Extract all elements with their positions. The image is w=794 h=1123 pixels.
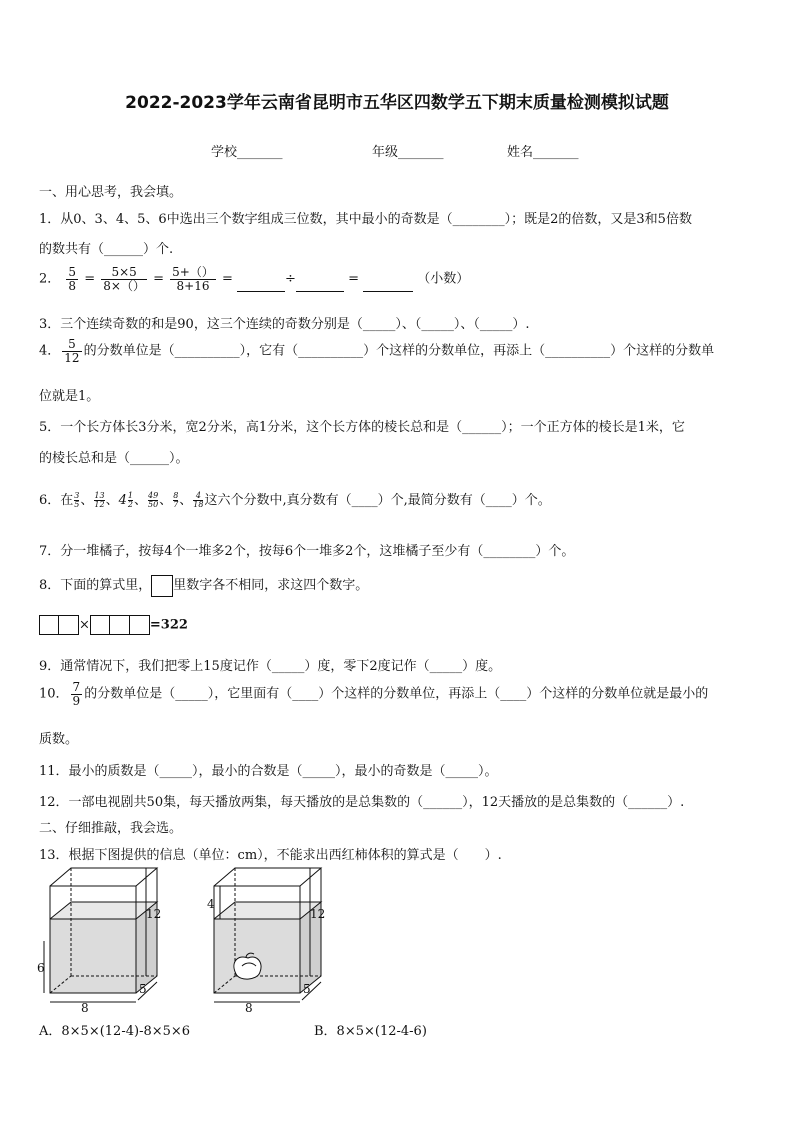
container-figure-2	[200, 862, 340, 1014]
fraction-7-9: $\frac{7}{9}$	[72, 680, 81, 708]
container-figure-1	[36, 862, 176, 1014]
fig2-height-label: 12	[310, 907, 326, 921]
digit-box-legend	[151, 575, 173, 597]
fig1-water-height-label: 6	[37, 961, 45, 975]
question-6: 6．在 $\frac{3}{5}$ 、 $\frac{13}{12}$ 、4 $\frac{1}{2}$ 、 $\frac{49}{50}$ 、 $\frac{8}{7}$ 、 $\frac{4}{18}$ 这六个分数中,真分数有（____）个,最简分数有（____）个。	[39, 490, 551, 509]
question-13: 13．根据下图提供的信息（单位：cm），不能求出西红柿体积的算式是（ ）.	[39, 848, 502, 863]
fig1-length-label: 8	[81, 1001, 89, 1014]
school-field: 学校_______	[211, 145, 283, 160]
question-4-line-2: 位就是1。	[39, 389, 100, 404]
answer-blank	[237, 279, 285, 292]
question-11: 11．最小的质数是（_____），最小的合数是（_____），最小的奇数是（_____）。	[39, 764, 498, 779]
question-7: 7．分一堆橘子，按每4个一堆多2个，按每6个一堆多2个，这堆橘子至少有（________）个。	[39, 544, 575, 559]
digit-box	[110, 615, 130, 635]
question-9: 9．通常情况下，我们把零上15度记作（_____）度，零下2度记作（_____）度。	[39, 659, 502, 674]
fig2-length-label: 8	[245, 1001, 253, 1014]
section-1-heading: 一、用心思考，我会填。	[39, 185, 183, 200]
question-12: 12．一部电视剧共50集，每天播放两集，每天播放的是总集数的（______），12天播放的是总集数的（______）.	[39, 795, 685, 810]
page-title: 2022-2023学年云南省昆明市五华区四数学五下期末质量检测模拟试题	[125, 93, 669, 113]
digit-box	[130, 615, 150, 635]
question-1-line-1: 1．从0、3、4、5、6中选出三个数字组成三位数，其中最小的奇数是（________）；既是2的倍数，又是3和5倍数	[39, 212, 692, 227]
answer-blank	[363, 279, 413, 292]
fig2-width-label: 5	[303, 982, 311, 996]
section-2-heading: 二、仔细推敲，我会选。	[39, 821, 183, 836]
question-8-equation: × =322	[39, 615, 188, 635]
fig2-rise-label: 4	[207, 897, 215, 911]
answer-blank	[296, 279, 344, 292]
fig1-height-label: 12	[146, 907, 162, 921]
question-3: 3．三个连续奇数的和是90，这三个连续的奇数分别是（_____）、（_____）、（_____）.	[39, 317, 530, 332]
question-8: 8．下面的算式里， 里数字各不相同，求这四个数字。	[39, 574, 368, 597]
digit-box	[59, 615, 79, 635]
option-a[interactable]: A．8×5×(12-4)-8×5×6	[39, 1024, 191, 1039]
question-5-line-2: 的棱长总和是（______）。	[39, 451, 189, 466]
grade-field: 年级_______	[372, 145, 444, 160]
question-5-line-1: 5．一个长方体长3分米，宽2分米，高1分米，这个长方体的棱长总和是（______）；一个正方体的棱长是1米，它	[39, 420, 685, 435]
digit-box	[90, 615, 110, 635]
fig1-width-label: 5	[139, 982, 147, 996]
fraction-5x5-8x: $\frac{5\times 5}{8\times()}$	[103, 265, 145, 293]
question-1-line-2: 的数共有（______）个.	[39, 242, 174, 257]
name-field: 姓名_______	[507, 145, 579, 160]
fraction-5plus-8plus16: $\frac{5+()}{8+16}$	[172, 265, 214, 293]
question-10-line-2: 质数。	[39, 732, 79, 747]
option-b[interactable]: B．8×5×(12-4-6)	[314, 1024, 427, 1039]
question-10-line-1: 10． $\frac{7}{9}$ 的分数单位是（_____），它里面有（____）个这样的分数单位，再添上（____）个这样的分数单位就是最小的	[39, 680, 709, 708]
fraction-5-12: $\frac{5}{12}$	[64, 337, 80, 365]
fraction-5-8: $\frac{5}{8}$	[68, 265, 77, 293]
question-2: 2． $\frac{5}{8}$ = $\frac{5\times 5}{8\times()}$ = $\frac{5+()}{8+16}$ = ÷ = （小数）	[39, 265, 470, 293]
digit-box	[39, 615, 59, 635]
question-4-line-1: 4． $\frac{5}{12}$ 的分数单位是（__________），它有（__________）个这样的分数单位，再添上（__________）个这样的分数单	[39, 337, 715, 365]
